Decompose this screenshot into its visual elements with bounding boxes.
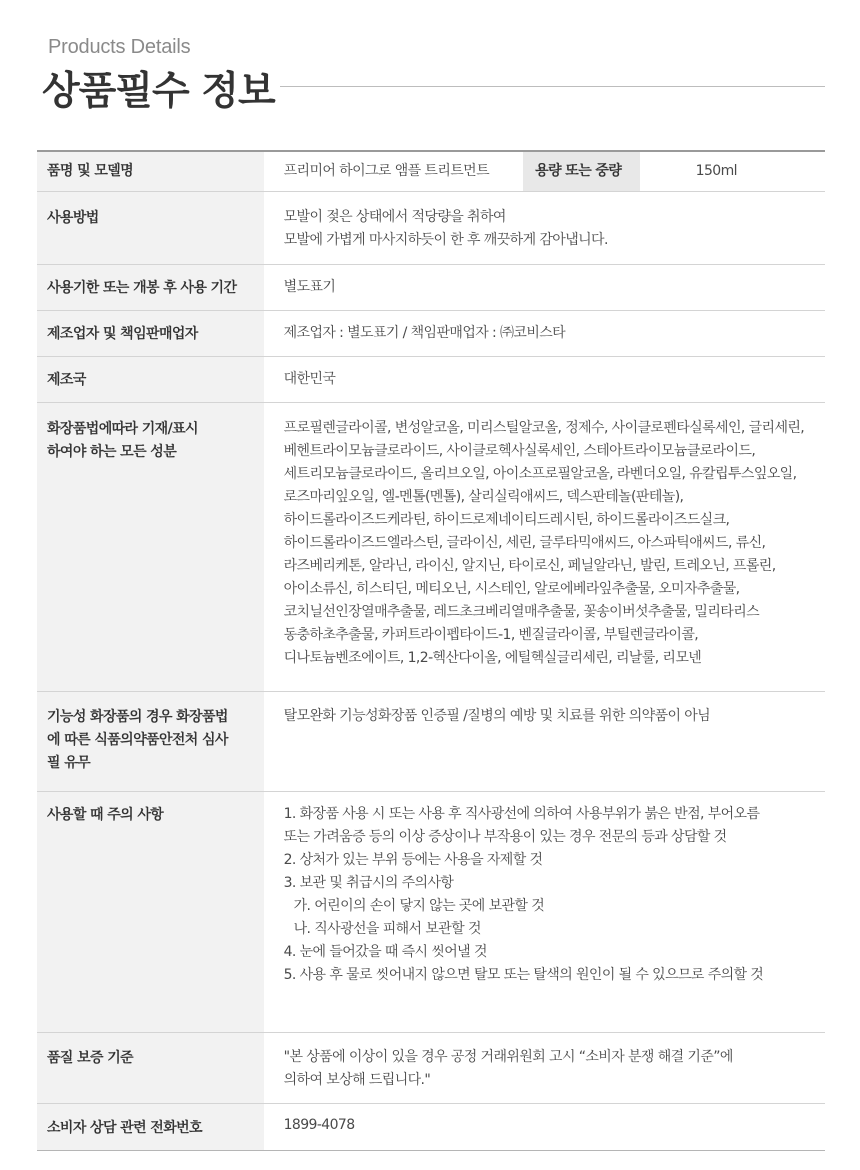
page-subtitle: Products Details: [48, 36, 191, 58]
country-label: 제조국: [37, 357, 264, 403]
manufacturer-value: 제조업자 : 별도표기 / 책임판매업자 : ㈜코비스타: [264, 311, 825, 357]
caution-line: 3. 보관 및 취급시의 주의사항: [283, 875, 454, 891]
row-usage: [37, 192, 825, 265]
functional-label-line: 기능성 화장품의 경우 화장품법: [47, 709, 228, 725]
caution-line: 가. 어린이의 손이 닿지 않는 곳에 보관할 것: [293, 898, 545, 914]
usage-line: 모발에 가볍게 마사지하듯이 한 후 깨끗하게 감아냅니다.: [283, 232, 608, 248]
ingredient-line: 세트리모늄클로라이드, 올리브오일, 아이소프로필알코올, 라벤더오일, 유칼립투스잎오일,: [283, 466, 797, 482]
country-value: 대한민국: [264, 357, 825, 403]
usage-value: [264, 192, 825, 265]
ingredient-line: 디나토늄벤조에이트, 1,2-헥산다이올, 에틸헥실글리세린, 리날룰, 리모넨: [283, 650, 702, 666]
ingredient-line: 동충하초추출물, 카퍼트라이펩타이드-1, 벤질글라이콜, 부틸렌글라이콜,: [283, 627, 699, 643]
manufacturer-label: 제조업자 및 책임판매업자: [37, 311, 264, 357]
row-quality: [37, 1033, 825, 1104]
phone-value: 1899-4078: [264, 1104, 825, 1151]
row-manufacturer: [37, 311, 825, 357]
caution-line: 5. 사용 후 물로 씻어내지 않으면 탈모 또는 탈색의 원인이 될 수 있으므로 주의할 것: [283, 967, 764, 983]
ingredient-line: 로즈마리잎오일, 엘-멘톨(멘톨), 살리실릭애씨드, 덱스판테놀(판테놀),: [283, 489, 684, 505]
cautions-value: [264, 792, 825, 1033]
ingredient-line: 프로필렌글라이콜, 변성알코올, 미리스틸알코올, 정제수, 사이클로펜타실록세인, 글리세린,: [283, 420, 805, 436]
caution-line: 또는 가려움증 등의 이상 증상이나 부작용이 있는 경우 전문의 등과 상담할 것: [283, 829, 727, 845]
ingredient-line: 하이드롤라이즈드케라틴, 하이드로제네이티드레시틴, 하이드롤라이즈드실크,: [283, 512, 730, 528]
product-name-label: 품명 및 모델명: [37, 151, 264, 192]
quality-line: "본 상품에 이상이 있을 경우 공정 거래위원회 고시 “소비자 분쟁 해결 기준”에: [283, 1049, 733, 1065]
capacity-value: 150ml: [640, 151, 825, 192]
ingredient-line: 하이드롤라이즈드엘라스틴, 글라이신, 세린, 글루타믹애씨드, 아스파틱애씨드, 류신,: [283, 535, 766, 551]
title-divider: [280, 86, 825, 87]
ingredients-label-line: 화장품법에따라 기재/표시: [47, 421, 198, 437]
functional-label: [37, 692, 264, 792]
ingredient-line: 라즈베리케톤, 알라닌, 라이신, 알지닌, 타이로신, 페닐알라닌, 발린, 트레오닌, 프롤린,: [283, 558, 776, 574]
row-functional: [37, 692, 825, 792]
row-cautions: [37, 792, 825, 1033]
row-expiry: [37, 265, 825, 311]
row-ingredients: [37, 403, 825, 692]
ingredients-label: [37, 403, 264, 692]
row-phone: [37, 1104, 825, 1151]
row-product-name: [37, 151, 825, 192]
caution-line: 1. 화장품 사용 시 또는 사용 후 직사광선에 의하여 사용부위가 붉은 반점, 부어오름: [283, 806, 760, 822]
quality-value: [264, 1033, 825, 1104]
functional-label-line: 에 따른 식품의약품안전처 심사: [47, 732, 228, 748]
caution-line: 4. 눈에 들어갔을 때 즉시 씻어낼 것: [283, 944, 487, 960]
ingredient-line: 코치닐선인장열매추출물, 레드초크베리열매추출물, 꽃송이버섯추출물, 밀리타리스: [283, 604, 760, 620]
quality-label: 품질 보증 기준: [37, 1033, 264, 1104]
functional-label-line: 필 유무: [47, 755, 91, 771]
expiry-label: 사용기한 또는 개봉 후 사용 기간: [37, 265, 264, 311]
page-header: [0, 0, 860, 120]
phone-label: 소비자 상담 관련 전화번호: [37, 1104, 264, 1151]
page-title: 상품필수 정보: [42, 69, 275, 114]
quality-line: 의하여 보상해 드립니다.": [283, 1072, 431, 1088]
product-info-table: [37, 150, 825, 1151]
caution-line: 2. 상처가 있는 부위 등에는 사용을 자제할 것: [283, 852, 543, 868]
caution-line: 나. 직사광선을 피해서 보관할 것: [293, 921, 481, 937]
functional-value: 탈모완화 기능성화장품 인증필 /질병의 예방 및 치료를 위한 의약품이 아님: [264, 692, 825, 792]
ingredients-label-line: 하여야 하는 모든 성분: [47, 444, 177, 460]
ingredient-line: 아이소류신, 히스티딘, 메티오닌, 시스테인, 알로에베라잎추출물, 오미자추출물,: [283, 581, 740, 597]
usage-line: 모발이 젖은 상태에서 적당량을 취하여: [283, 209, 506, 225]
capacity-label: 용량 또는 중량: [523, 151, 639, 192]
product-name-value: 프리미어 하이그로 앰플 트리트먼트: [264, 151, 524, 192]
usage-label: 사용방법: [37, 192, 264, 265]
cautions-label: 사용할 때 주의 사항: [37, 792, 264, 1033]
expiry-value: 별도표기: [264, 265, 825, 311]
row-country: [37, 357, 825, 403]
ingredients-value: [264, 403, 825, 692]
ingredient-line: 베헨트라이모늄클로라이드, 사이클로헥사실록세인, 스테아트라이모늄클로라이드,: [283, 443, 756, 459]
